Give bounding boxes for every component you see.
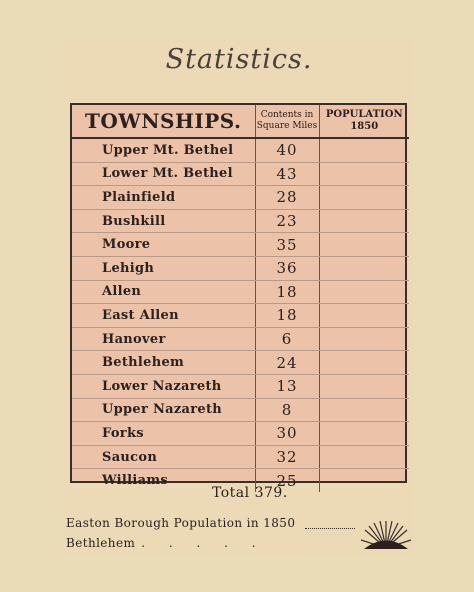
township-name: Bethlehem — [72, 351, 255, 375]
township-area: 25 — [255, 469, 319, 492]
township-name: Lehigh — [72, 256, 255, 280]
township-area: 43 — [255, 162, 319, 186]
header-area — [255, 105, 319, 138]
table-row — [72, 445, 409, 469]
township-name: Lower Nazareth — [72, 374, 255, 398]
township-population — [319, 374, 409, 398]
table-row — [72, 162, 409, 186]
bethlehem-label: Bethlehem — [66, 536, 136, 550]
township-name: Saucon — [72, 445, 255, 469]
header-pop-line1: POPULATION — [325, 109, 403, 120]
township-area: 13 — [255, 374, 319, 398]
township-population — [319, 398, 409, 422]
township-population — [319, 186, 409, 210]
township-area: 28 — [255, 186, 319, 210]
header-pop-line2: 1850 — [350, 121, 379, 132]
township-population — [319, 162, 409, 186]
header-area-line2: Square Miles — [256, 121, 318, 131]
table-row — [72, 138, 409, 162]
township-area: 40 — [255, 138, 319, 162]
header-townships: TOWNSHIPS. — [72, 105, 255, 138]
table-row — [72, 422, 409, 446]
township-area: 30 — [255, 422, 319, 446]
township-area: 35 — [255, 233, 319, 257]
township-population — [319, 304, 409, 328]
township-population — [319, 256, 409, 280]
township-name: Forks — [72, 422, 255, 446]
township-name: Plainfield — [72, 186, 255, 210]
township-name: Bushkill — [72, 209, 255, 233]
table-row — [72, 327, 409, 351]
township-population — [319, 351, 409, 375]
table-row — [72, 233, 409, 257]
township-name: Williams — [72, 469, 255, 492]
township-area: 23 — [255, 209, 319, 233]
header-population — [319, 105, 409, 138]
township-area: 18 — [255, 304, 319, 328]
township-area: 18 — [255, 280, 319, 304]
township-name: Upper Mt. Bethel — [72, 138, 255, 162]
township-name: East Allen — [72, 304, 255, 328]
bethlehem-note — [66, 536, 266, 550]
table-row — [72, 280, 409, 304]
township-area: 6 — [255, 327, 319, 351]
table-row — [72, 304, 409, 328]
statistics-table — [70, 103, 407, 490]
township-population — [319, 233, 409, 257]
township-name: Allen — [72, 280, 255, 304]
township-name: Lower Mt. Bethel — [72, 162, 255, 186]
township-population — [319, 445, 409, 469]
township-population — [319, 422, 409, 446]
table-row — [72, 256, 409, 280]
township-population — [319, 209, 409, 233]
header-row — [72, 105, 409, 138]
township-population — [319, 138, 409, 162]
township-population — [319, 469, 409, 492]
easton-population-note: Easton Borough Population in 1850 — [66, 516, 296, 530]
dotted-leader — [305, 528, 355, 529]
township-population — [319, 280, 409, 304]
table-row — [72, 351, 409, 375]
township-population — [319, 327, 409, 351]
table-row — [72, 398, 409, 422]
township-area: 32 — [255, 445, 319, 469]
total-area: Total 379. — [212, 485, 288, 501]
table-row — [72, 209, 409, 233]
statistics-grid — [72, 105, 409, 492]
township-name: Moore — [72, 233, 255, 257]
township-area: 36 — [255, 256, 319, 280]
table-row — [72, 374, 409, 398]
table-row — [72, 186, 409, 210]
township-area: 8 — [255, 398, 319, 422]
page-title: Statistics. — [165, 44, 313, 75]
township-area: 24 — [255, 351, 319, 375]
bethlehem-dots: . . . . . — [141, 536, 266, 550]
township-name: Upper Nazareth — [72, 398, 255, 422]
township-name: Hanover — [72, 327, 255, 351]
header-area-line1: Contents in — [260, 110, 314, 120]
rising-sun-icon — [360, 518, 412, 550]
